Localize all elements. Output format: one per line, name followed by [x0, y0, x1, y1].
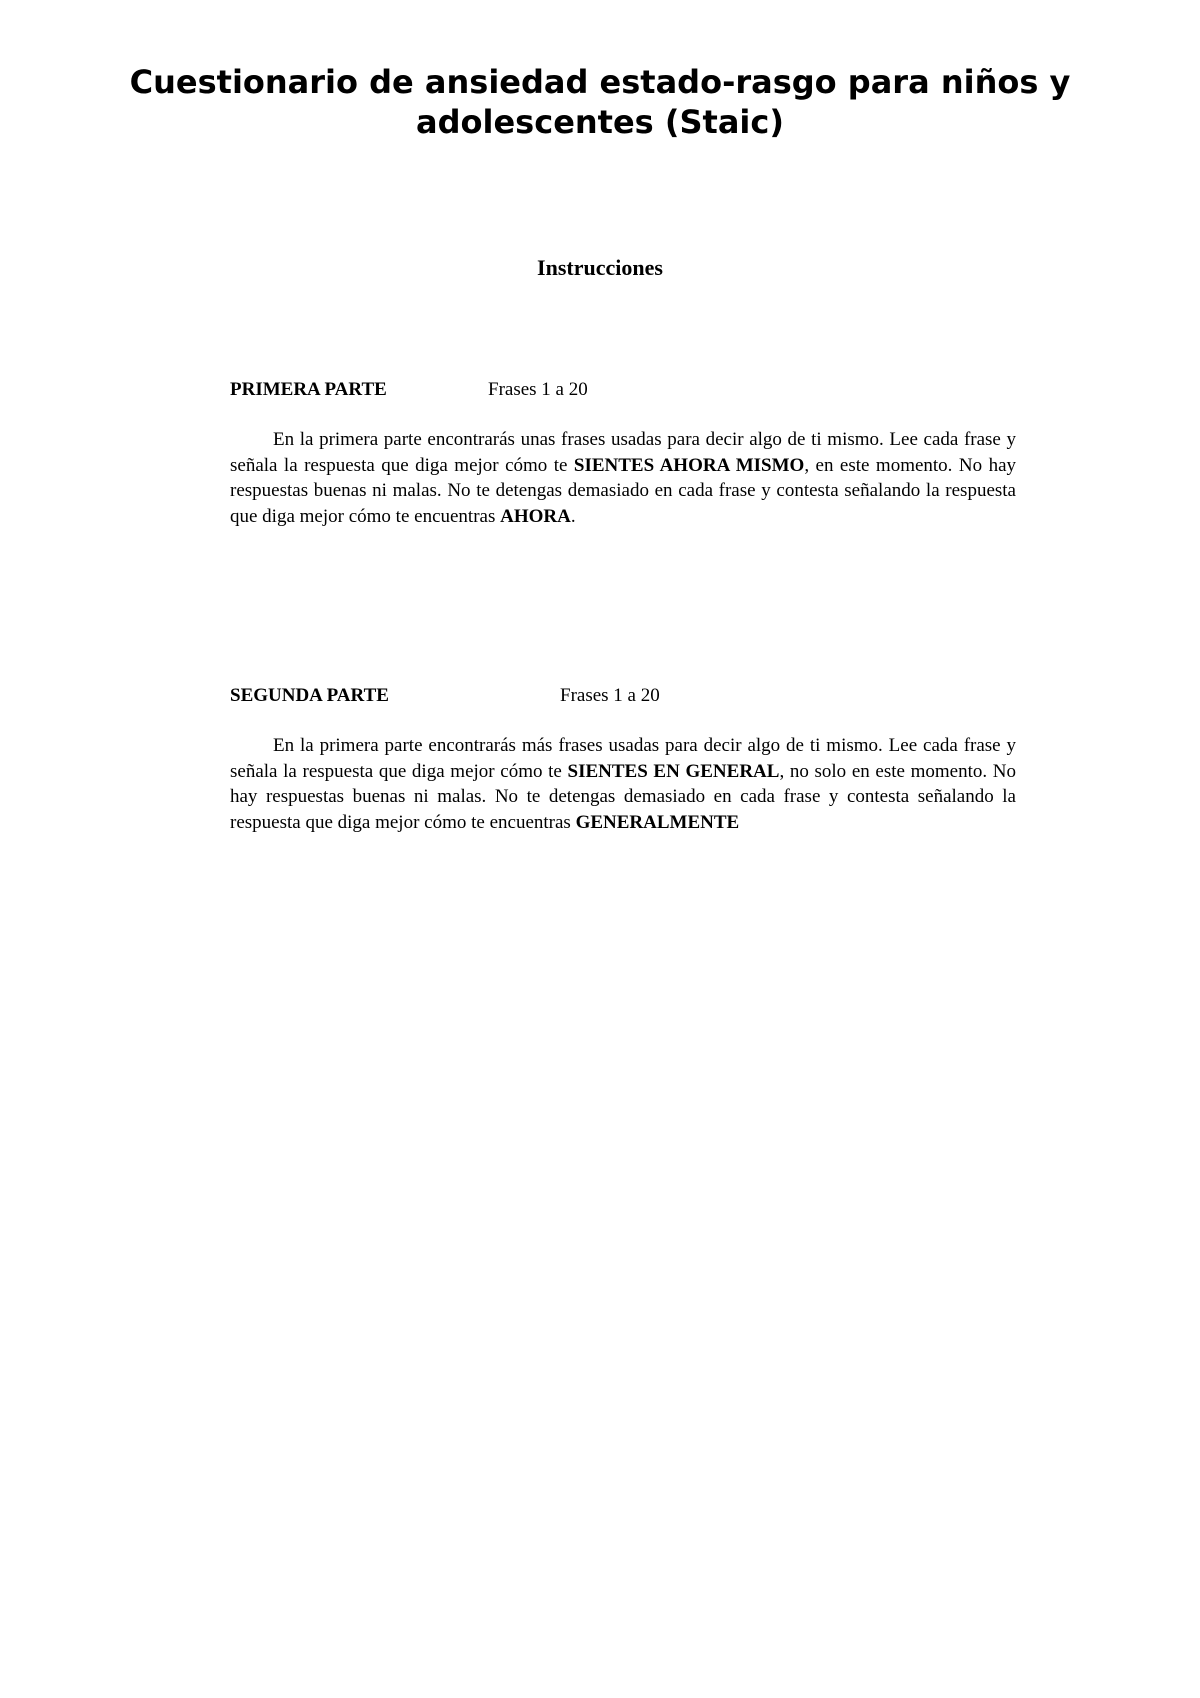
part-two-text-2: , no solo en este momento. No hay respuestas buenas ni malas. No te detengas demasiado en cada frase y contesta señalando la respuesta que diga mejor cómo te encuentras — [230, 760, 1016, 833]
part-one-phrases: Frases 1 a 20 — [488, 379, 588, 400]
part-one-emphasis-2: AHORA — [500, 505, 571, 527]
part-one-text-2: , en este momento. No hay respuestas buenas ni malas. No te detengas demasiado en cada frase y contesta señalando la respuesta que diga mejor cómo te encuentras — [230, 454, 1017, 527]
part-one-section — [230, 377, 1016, 529]
part-one-label: PRIMERA PARTE — [230, 379, 387, 400]
part-one-text-1: En la primera parte encontrarás unas frases usadas para decir algo de ti mismo. Lee cada frase y señala la respuesta que diga mejor cómo te — [230, 429, 1016, 476]
part-two-label: SEGUNDA PARTE — [230, 685, 389, 706]
part-one-emphasis-1: SIENTES AHORA MISMO — [573, 454, 805, 476]
instructions-heading: Instrucciones — [537, 255, 663, 280]
document-title: Cuestionario de ansiedad estado-rasgo para niños y adolescentes (Staic) — [129, 63, 1071, 141]
part-two-emphasis-2: GENERALMENTE — [575, 811, 740, 833]
part-two-header — [230, 683, 1016, 709]
part-two-phrases: Frases 1 a 20 — [560, 685, 660, 706]
part-two-section — [230, 683, 1016, 835]
part-one-instructions — [230, 427, 1016, 529]
part-one-header — [230, 377, 1016, 403]
part-two-instructions — [230, 733, 1016, 835]
part-two-text-1: En la primera parte encontrarás más frases usadas para decir algo de ti mismo. Lee cada frase y señala la respuesta que diga mejor cómo te — [230, 735, 1016, 782]
part-one-text-3: . — [570, 505, 576, 527]
part-two-emphasis-1: SIENTES EN GENERAL — [567, 760, 780, 782]
